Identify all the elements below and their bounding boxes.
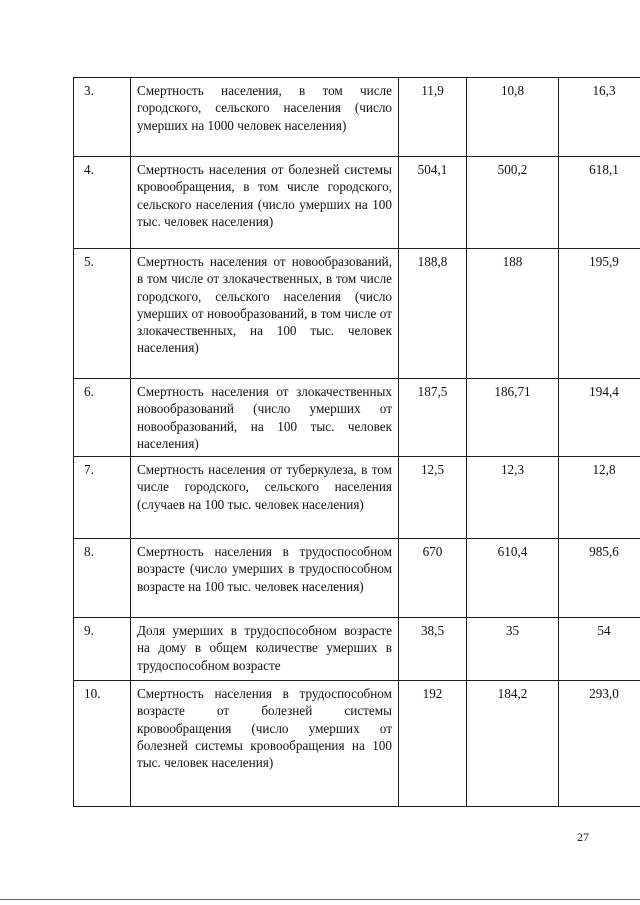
value-col-1: 188,8 [399,249,467,379]
value-col-1: 11,9 [399,78,467,157]
table-row [74,681,640,807]
value-col-2: 184,2 [467,681,559,807]
value-col-1: 504,1 [399,157,467,249]
table-row [74,539,640,618]
indicator-text: Смертность населения в трудоспособном возрасте от болезней системы кровообращения (число умерших от болезней системы кровообращения на 100 тыс. человек населения) [131,681,399,807]
value-col-3: 195,9 [559,249,640,379]
page-number: 27 [577,830,589,844]
indicator-text: Смертность населения от новообразований, в том числе от злокачественных, в том числе городского, сельского населения (число умерших от новообразований, в том числе от злокачественных, на 100 тыс. человек населения) [131,249,399,379]
value-col-3: 16,3 [559,78,640,157]
value-col-2: 186,71 [467,379,559,457]
value-col-1: 12,5 [399,457,467,539]
table-row [74,379,640,457]
table-row [74,457,640,539]
value-col-1: 38,5 [399,618,467,681]
row-number: 9. [74,618,131,681]
row-number: 3. [74,78,131,157]
value-col-3: 293,0 [559,681,640,807]
scan-edge-line [0,899,640,900]
value-col-3: 194,4 [559,379,640,457]
table-row [74,78,640,157]
row-number: 4. [74,157,131,249]
value-col-1: 192 [399,681,467,807]
row-number: 7. [74,457,131,539]
value-col-3: 985,6 [559,539,640,618]
value-col-3: 618,1 [559,157,640,249]
indicator-text: Смертность населения от злокачественных новообразований (число умерших от новообразований, на 100 тыс. человек населения) [131,379,399,457]
indicator-text: Смертность населения, в том числе городского, сельского населения (число умерших на 1000 человек населения) [131,78,399,157]
indicator-text: Смертность населения в трудоспособном возрасте (число умерших в трудоспособном возрасте на 100 тыс. человек населения) [131,539,399,618]
indicator-text: Смертность населения от туберкулеза, в том числе городского, сельского населения (случаев на 100 тыс. человек населения) [131,457,399,539]
value-col-2: 610,4 [467,539,559,618]
value-col-2: 12,3 [467,457,559,539]
value-col-2: 500,2 [467,157,559,249]
value-col-2: 10,8 [467,78,559,157]
row-number: 6. [74,379,131,457]
value-col-2: 35 [467,618,559,681]
value-col-3: 12,8 [559,457,640,539]
value-col-2: 188 [467,249,559,379]
row-number: 10. [74,681,131,807]
table-row [74,249,640,379]
value-col-1: 670 [399,539,467,618]
table-row [74,618,640,681]
row-number: 8. [74,539,131,618]
row-number: 5. [74,249,131,379]
value-col-1: 187,5 [399,379,467,457]
table-row [74,157,640,249]
value-col-3: 54 [559,618,640,681]
indicator-text: Доля умерших в трудоспособном возрасте на дому в общем количестве умерших в трудоспособном возрасте [131,618,399,681]
indicator-text: Смертность населения от болезней системы кровообращения, в том числе городского, сельского населения (число умерших на 100 тыс. человек населения) [131,157,399,249]
indicators-table [73,77,640,807]
